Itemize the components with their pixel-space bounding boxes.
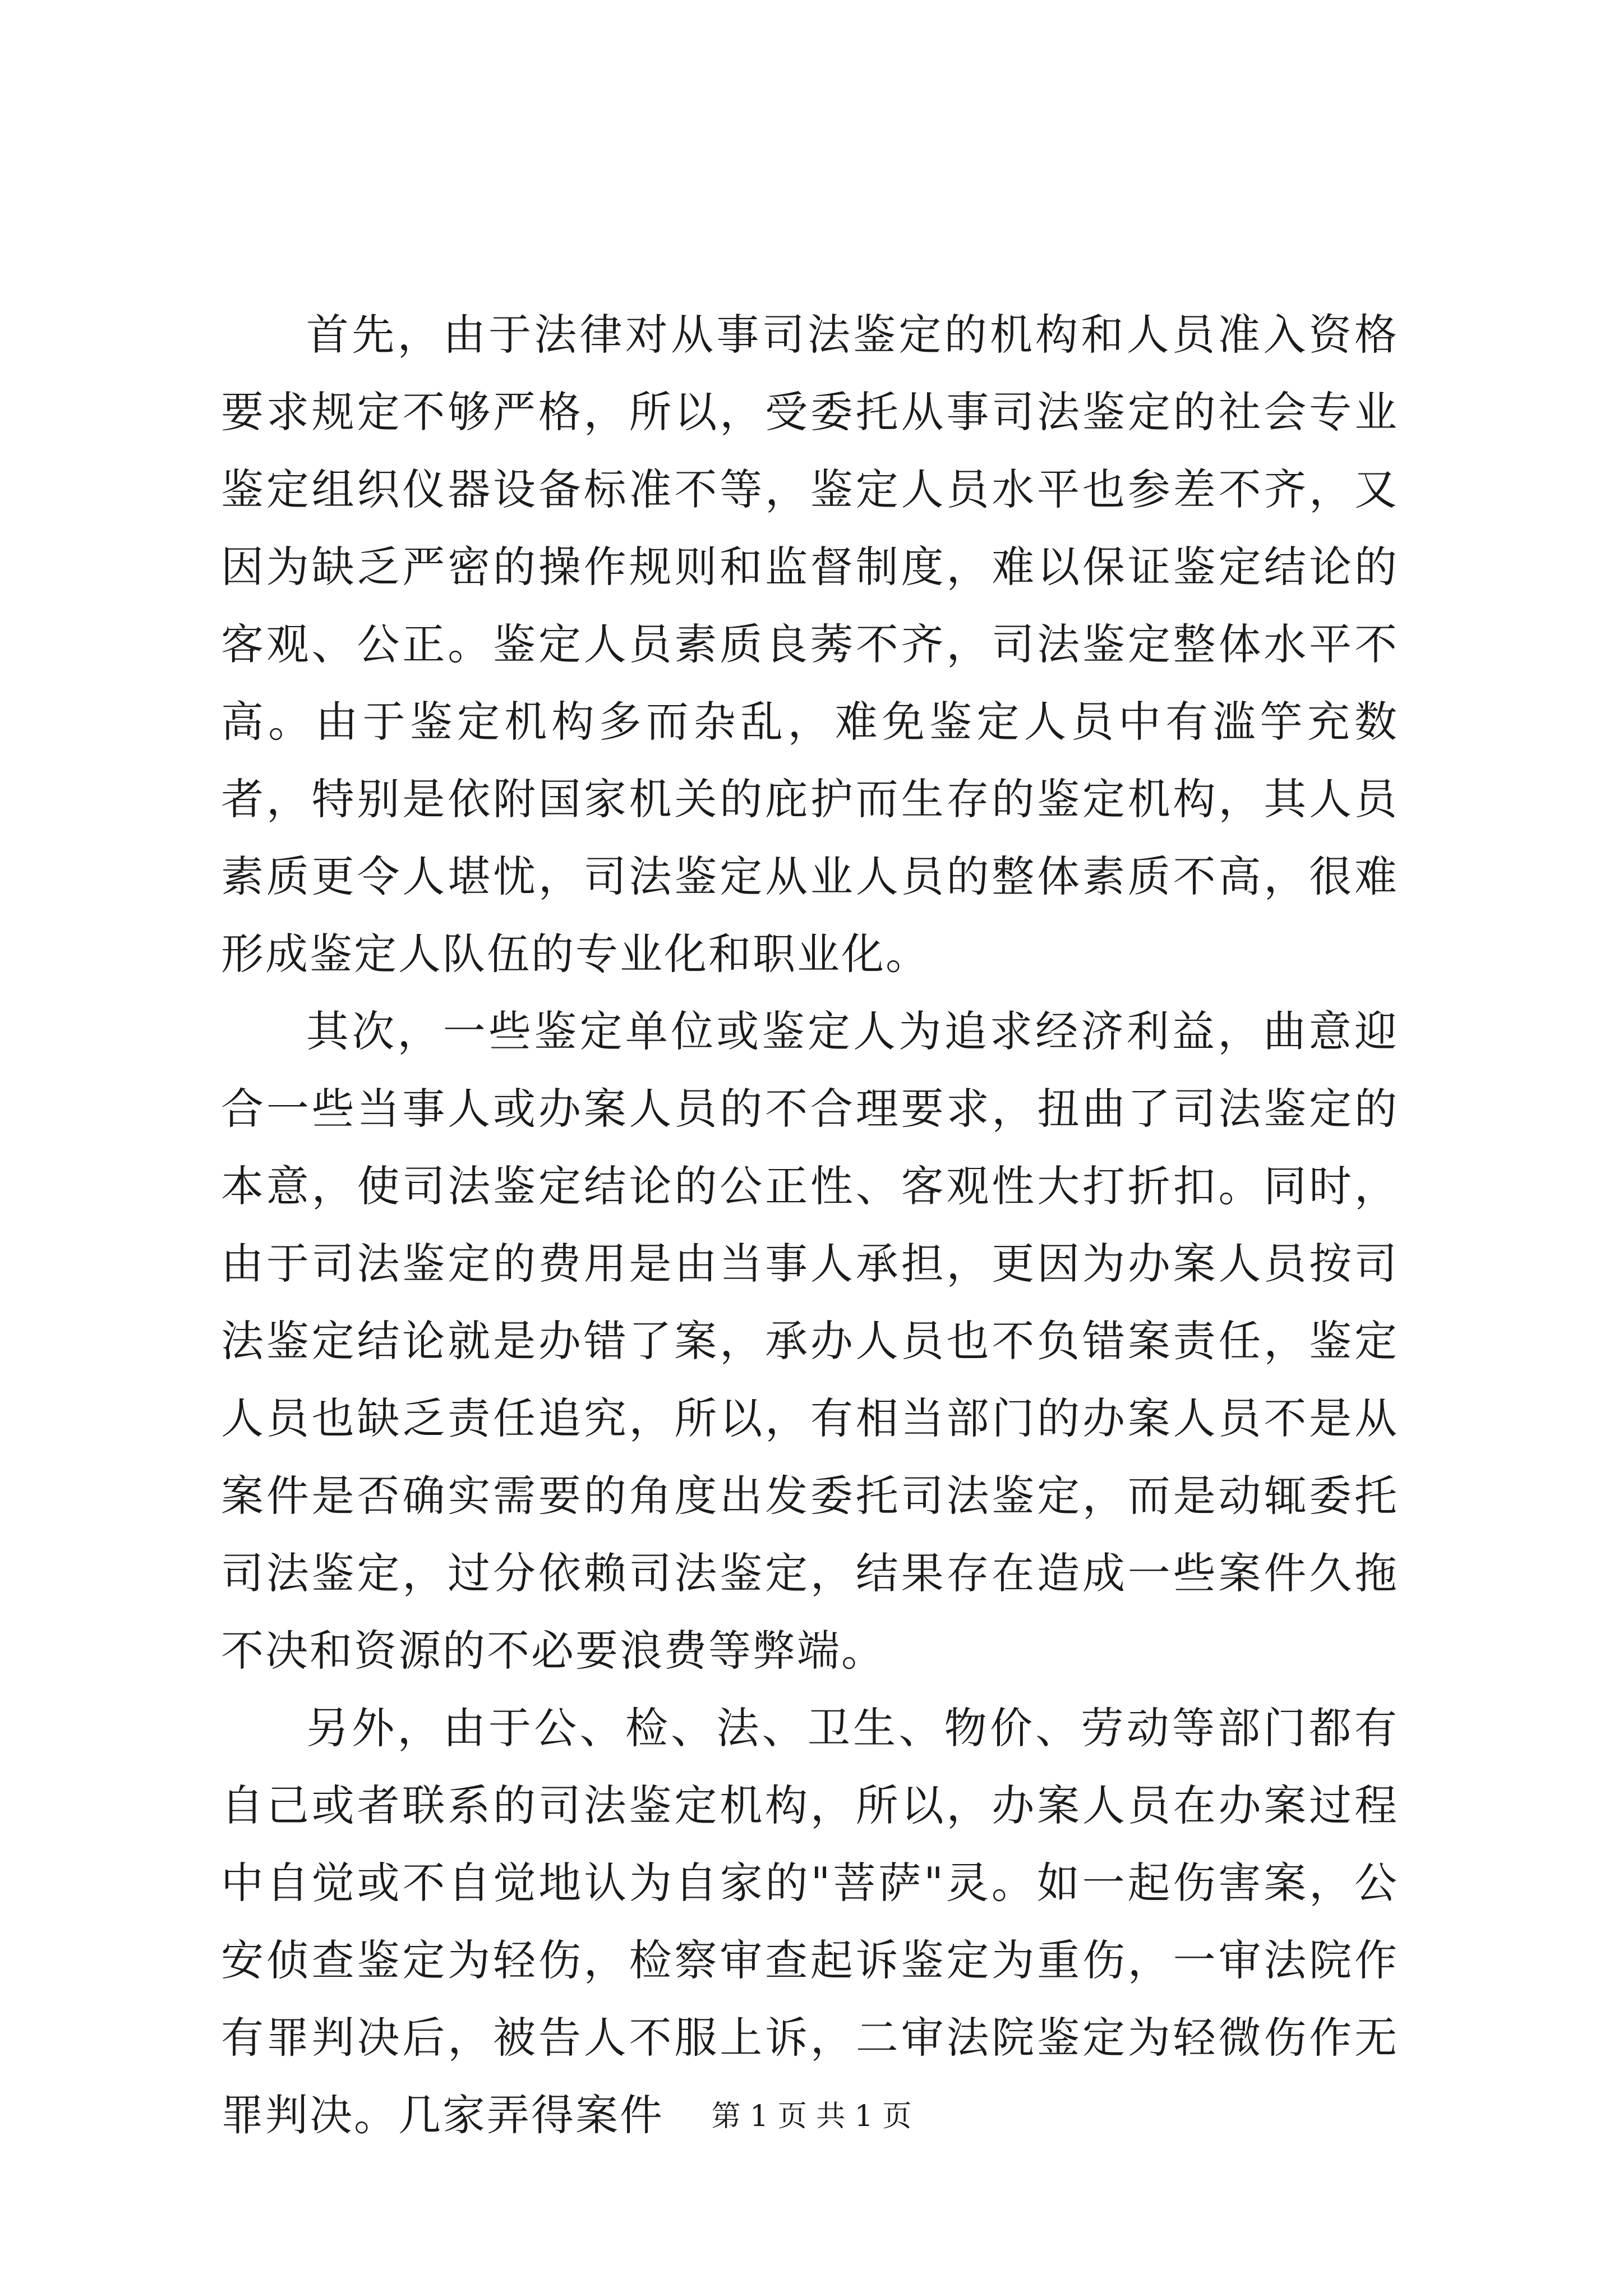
paragraph-3: 另外，由于公、检、法、卫生、物价、劳动等部门都有自己或者联系的司法鉴定机构，所以，办案人员在办案过程中自觉或不自觉地认为自家的"菩萨"灵。如一起伤害案，公安侦查鉴定为轻伤，检察审查起诉鉴定为重伤，一审法院作有罪判决后，被告人不服上诉，二审法院鉴定为轻微伤作无罪判决。几家弄得案件 (221, 1703, 1399, 2140)
document-body (221, 296, 1399, 2154)
paragraph-2: 其次，一些鉴定单位或鉴定人为追求经济利益，曲意迎合一些当事人或办案人员的不合理要求，扭曲了司法鉴定的本意，使司法鉴定结论的公正性、客观性大打折扣。同时，由于司法鉴定的费用是由当事人承担，更因为办案人员按司法鉴定结论就是办错了案，承办人员也不负错案责任，鉴定人员也缺乏责任追究，所以，有相当部门的办案人员不是从案件是否确实需要的角度出发委托司法鉴定，而是动辄委托司法鉴定，过分依赖司法鉴定，结果存在造成一些案件久拖不决和资源的不必要浪费等弊端。 (221, 1006, 1399, 1676)
paragraph-1: 首先，由于法律对从事司法鉴定的机构和人员准入资格要求规定不够严格，所以，受委托从事司法鉴定的社会专业鉴定组织仪器设备标准不等，鉴定人员水平也参差不齐，又因为缺乏严密的操作规则和监督制度，难以保证鉴定结论的客观、公正。鉴定人员素质良莠不齐，司法鉴定整体水平不高。由于鉴定机构多而杂乱，难免鉴定人员中有滥竽充数者，特别是依附国家机关的庇护而生存的鉴定机构，其人员素质更令人堪忧，司法鉴定从业人员的整体素质不高，很难形成鉴定人队伍的专业化和职业化。 (221, 310, 1399, 979)
page-footer: 第 1 页 共 1 页 (711, 2100, 912, 2133)
